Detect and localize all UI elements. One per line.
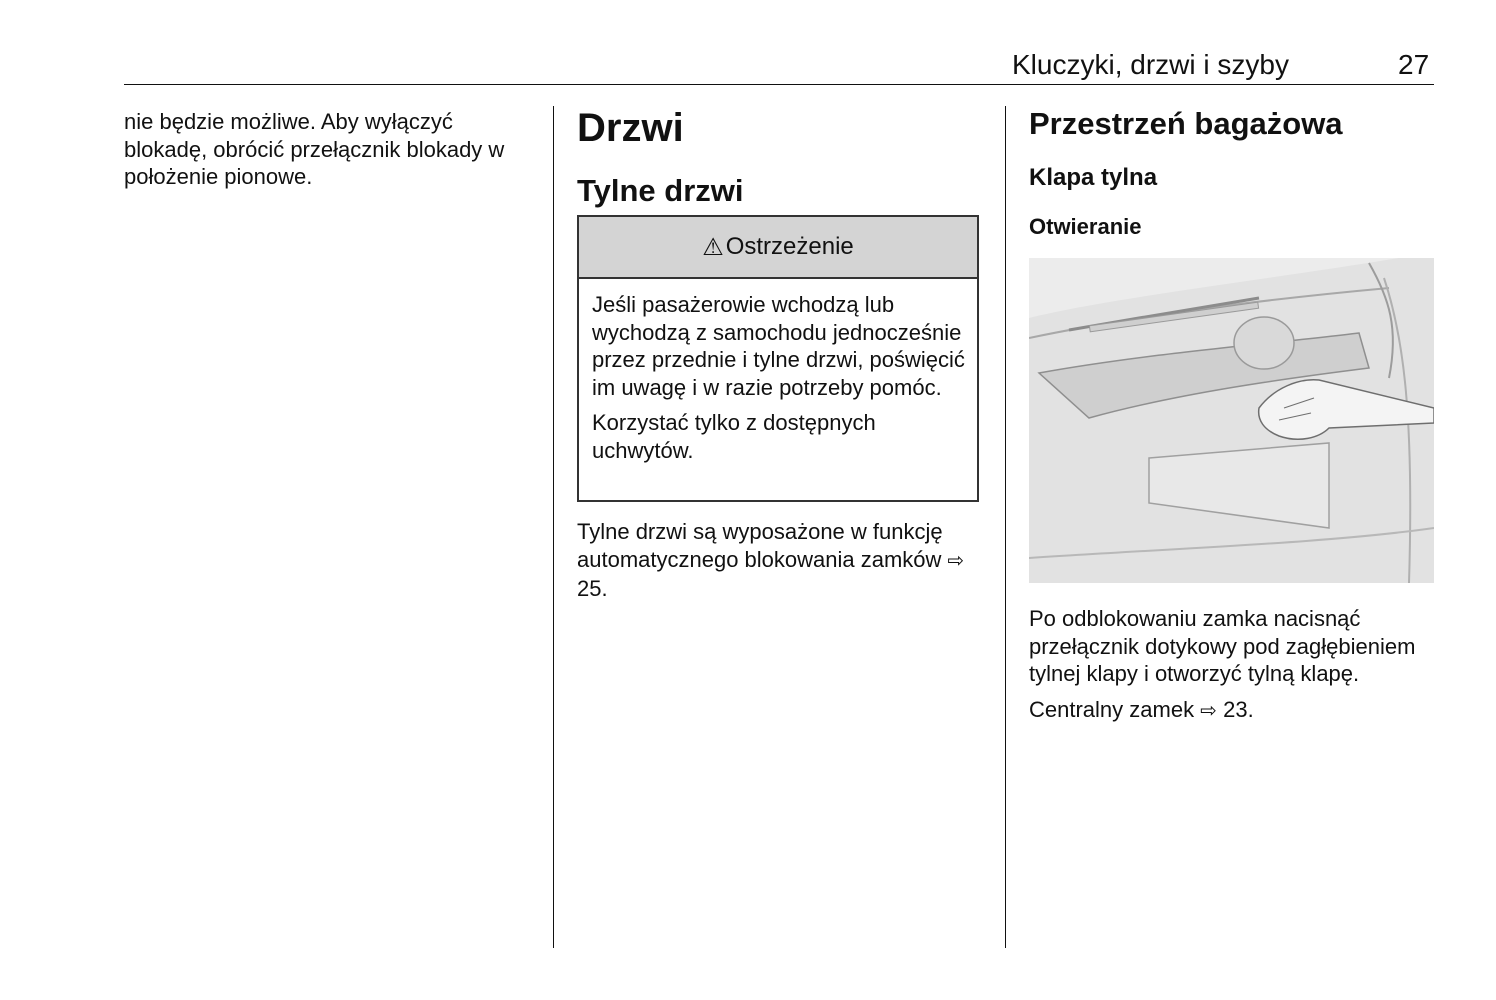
klapa-tylna-paragraph: Po odblokowaniu zamka nacisnąć przełącznik dotykowy pod zagłębieniem tylnej klapy i otworzyć tylną klapę.	[1029, 606, 1416, 686]
column-divider-left	[553, 106, 554, 948]
tylne-drzwi-text: Tylne drzwi są wyposażone w funkcję automatycznego blokowania zamków	[577, 519, 943, 572]
column-divider-right	[1005, 106, 1006, 948]
centralny-zamek-text: Centralny zamek	[1029, 696, 1195, 722]
centralny-zamek-reference	[1029, 696, 1434, 726]
right-column	[1029, 106, 1434, 240]
cross-reference-icon: ⇨	[947, 549, 965, 572]
middle-after-warning	[577, 518, 987, 603]
tylne-drzwi-ref-page[interactable]: 25.	[577, 576, 608, 601]
tylne-drzwi-paragraph	[577, 518, 987, 603]
left-paragraph: nie będzie możliwe. Aby wyłączyć blokadę, obrócić przełącznik blokady w położenie pionowe.	[124, 109, 505, 189]
header-rule	[124, 84, 1434, 85]
subsubheading-otwieranie: Otwieranie	[1029, 214, 1142, 239]
warning-header	[579, 217, 977, 279]
section-heading-drzwi: Drzwi	[577, 106, 684, 150]
middle-column	[577, 106, 987, 209]
centralny-zamek-ref-page[interactable]: 23.	[1223, 696, 1254, 722]
running-header-title: Kluczyki, drzwi i szyby	[1012, 49, 1289, 80]
warning-box	[577, 215, 979, 502]
left-column	[124, 108, 534, 191]
page-number: 27	[1398, 49, 1430, 80]
section-heading-przestrzen-bagazowa: Przestrzeń bagażowa	[1029, 106, 1343, 141]
right-after-illustration	[1029, 605, 1434, 725]
warning-paragraph-1: Jeśli pasażerowie wchodzą lub wychodzą z samochodu jednocześnie przez przednie i tylne drzwi, poświęcić im uwagę i w razie potrzeby pomóc.	[592, 292, 965, 400]
warning-title: Ostrzeżenie	[725, 233, 854, 260]
warning-triangle-icon: ⚠	[702, 233, 724, 261]
subheading-tylne-drzwi: Tylne drzwi	[577, 173, 744, 208]
subheading-klapa-tylna: Klapa tylna	[1029, 164, 1158, 191]
tailgate-opening-illustration	[1029, 258, 1434, 583]
warning-paragraph-2: Korzystać tylko z dostępnych uchwytów.	[592, 410, 876, 463]
cross-reference-icon: ⇨	[1200, 699, 1217, 722]
warning-body	[579, 279, 977, 464]
